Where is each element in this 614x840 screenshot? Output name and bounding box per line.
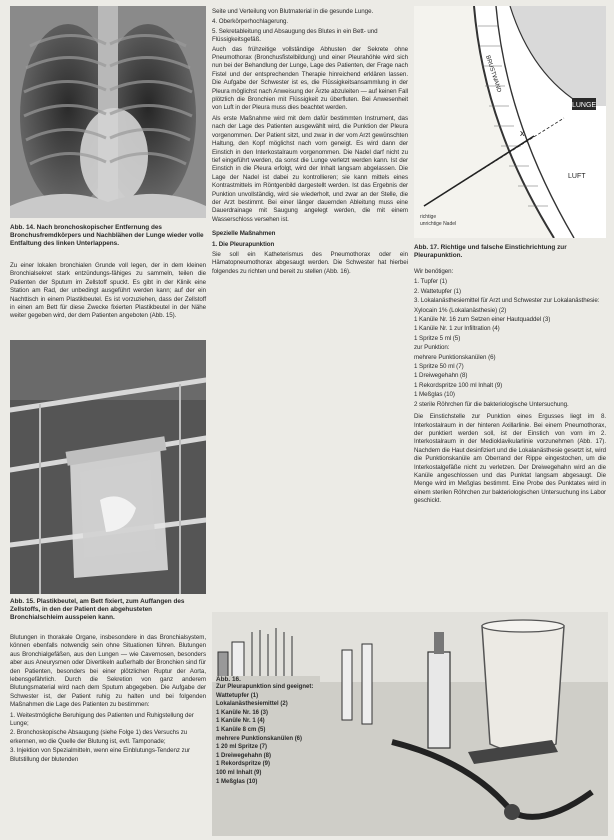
list-item: 1 Rekordspritze 100 ml Inhalt (9) xyxy=(414,381,503,389)
list-item: 3. Injektion von Spezialmitteln, wenn eine Einblutungs-Tendenz zur Blutstillung der blutenden xyxy=(10,747,191,763)
list-item: Wattetupfer (1) xyxy=(216,692,259,699)
list-item: 1 Kanüle Nr. 16 (3) xyxy=(216,709,269,716)
col3-paragraph-1: Die Einstichstelle zur Punktion eines Ergusses liegt im 8. Interkostalraum in der hinteren Axillarlinie. Bei einem Pneumothorax, der punktiert werden soll, ist der Einstich von vorn im 2. Interkostalraum in der Medioklavikularlinie vorzunehmen (Abb. 17). Nachdem die Haut desinfiziert und die Lokalanästhesie gesetzt ist, wird die Punktionskanüle am Oberrand der Rippe eingestochen, um die Interkostalgefäße nicht zu verletzen. Der Dreiwegehahn wird an die Kanüle angeschlossen und das Punktat langsam abgesaugt. Die Menge wird im Meßglas bestimmt. Eine Probe des Punktates wird in einem sterilen Röhrchen zur bakteriologischen Untersuchung ins Labor geschickt. xyxy=(414,413,606,505)
list-item: 4. Oberkörperhochlagerung. xyxy=(212,18,289,26)
col1-numbered-list xyxy=(10,712,206,764)
list-item: 2 sterile Röhrchen für die bakteriologische Untersuchung. xyxy=(414,400,569,408)
list-item: mehrere Punktionskanülen (6) xyxy=(414,353,496,361)
figure-16-list xyxy=(216,684,320,786)
list-item: 1. Weitestmögliche Beruhigung des Patienten und Ruhigstellung der Lunge; xyxy=(10,711,194,728)
label-richtig: richtige xyxy=(420,214,437,220)
list-item: 100 ml Inhalt (9) xyxy=(216,769,262,776)
col2-paragraph-2: Auch das frühzeitige vollständige Abhusten der Sekrete ohne Pneumothorax (Bronchusfistelbildung) und einer Pleurahöhle wird sich nun bei der Behandlung der Lunge, Lage des Patienten, der Frage nach Fistel und der entsprechenden Therapie hinreichend erklären lassen. Die Aufgabe der Schwester ist es, die Flüssigkeitsansammlung in der Pleura möglichst nach Anweisung der Ärzte abzuleiten — auf keinen Fall plötzlich die Bronchien mit Flüssigkeit zu überfluten. Bei Anwesenheit von Luft in der Pleura muss dies beachtet werden. xyxy=(212,45,408,112)
list-item: 1 Dreiwegehahn (8) xyxy=(216,752,272,759)
list-item: 2. Wattetupfer (1) xyxy=(414,287,462,295)
col2-paragraph-1: Seite und Verteilung von Blutmaterial in die gesunde Lunge. xyxy=(212,8,374,15)
list-item: 1 Kanüle Nr. 1 zur Infiltration (4) xyxy=(414,325,500,333)
label-brustwand: BRUSTWAND xyxy=(484,54,502,94)
list-item: 1 Dreiwegehahn (8) xyxy=(414,372,468,380)
list-item: 1 Meßglas (10) xyxy=(216,778,258,785)
column-1-bottom xyxy=(10,634,206,765)
bed-bag-graphic xyxy=(10,340,206,594)
list-item: 1 Kanüle Nr. 1 (4) xyxy=(216,718,265,725)
figure-14-caption: Abb. 14. Nach bronchoskopischer Entfernung des Bronchusfremdkörpers und Nachblähen der Lunge wieder volle Entfaltung des linken Unterlappens. xyxy=(10,224,204,247)
column-2 xyxy=(212,8,408,278)
list-item: Xylocain 1% (Lokalanästhesie) (2) xyxy=(414,306,507,314)
label-falsch: unrichtige Nadel xyxy=(420,221,457,227)
figure-15-caption: Abb. 15. Plastikbeutel, am Bett fixiert, zum Auffangen des Zellstoffs, in den der Patient den abgehusteten Bronchialschleim ausspeien kann. xyxy=(10,598,185,621)
col2-numbered-list xyxy=(212,18,408,44)
list-item: mehrere Punktionskanülen (6) xyxy=(216,735,303,742)
list-item: 3. Lokalanästhesiemittel für Arzt und Schwester zur Lokalanästhesie: xyxy=(414,297,600,305)
col1-paragraph-2: Blutungen in thorakale Organe, insbesondere in das Bronchialsystem, können ebenfalls notwendig sein ohne Situationen führen. Blutungen aus Bronchialgefäßen, aus den Lungen — wie Cavernosen, besonders aber aus Aneurysmen oder Divertikeln außerhalb der Bronchien sind für den Patienten, besonders bei einer plötzlichen Ruptur der Aorta, lebensgefährlich. Durch die Sekretion von ganz anderem Blutungsmaterial wird nach dem Sputum abgegeben. Die Aufgabe der Schwester ist, der Patient ruhig zu halten und bei folgenden Maßnahmen die Lage des Patienten zu bestimmen: xyxy=(10,634,206,709)
puncture-diagram-graphic xyxy=(414,6,606,238)
list-item: Lokalanästhesiemittel (2) xyxy=(216,701,288,708)
list-item: 1 20 ml Spritze (7) xyxy=(216,744,268,751)
column-1-top xyxy=(10,262,206,323)
list-item: 5. Sekretableitung und Absaugung des Blutes in ein Bett- und Flüssigkeitsgefäß. xyxy=(212,27,378,44)
puncture-diagram xyxy=(414,6,606,238)
list-item: zur Punktion: xyxy=(414,344,450,352)
figure-16-title: Abb. 16. xyxy=(216,676,241,683)
list-item: 1 Spritze 5 ml (5) xyxy=(414,334,461,342)
list-item: 1 Kanüle Nr. 16 zum Setzen einer Hautquaddel (3) xyxy=(414,316,551,324)
chest-xray-image xyxy=(10,6,206,218)
chest-xray-graphic xyxy=(10,6,206,218)
plastic-bag-photo xyxy=(10,340,206,594)
section-subheading: 1. Die Pleurapunktion xyxy=(212,240,275,248)
label-lunge: LUNGE xyxy=(571,102,597,109)
list-item: 1 Kanüle 8 cm (5) xyxy=(216,726,266,733)
col3-equipment-list xyxy=(414,278,606,409)
list-item: 2. Bronchoskopische Absaugung (siehe Folge 1) des Versuchs zu erkennen, wo die Quelle der Blutung ist, evtl. Tamponade; xyxy=(10,729,188,745)
label-luft: LUFT xyxy=(568,173,586,180)
list-item: 1 Rekordspritze (9) xyxy=(216,761,271,768)
list-item: 1 Meßglas (10) xyxy=(414,391,455,399)
col1-paragraph-1: Zu einer lokalen bronchialen Grunde voll legen, der in dem kleinen Bronchialsekret stark entzündungs-fähiges zu sammeln, teilen die Patienten der Sputum im Zellstoff spuckt. Es gibt in der Klinik eine Station am Rad, der unbedingt ausgeführt werden kann; auf der ein Nachttisch in einem Plastikbeutel. Es ist vorzuziehen, dass der Zellstoff in einen am Bett für diese Zwecke fixierten Plastikbeutel in der Nähe weiter gegeben wird, der dem Patienten angeboten (Abb. 15). xyxy=(10,262,206,320)
label-x: x xyxy=(520,128,525,138)
figure-17-caption: Abb. 17. Richtige und falsche Einstichrichtung zur Pleurapunktion. xyxy=(414,244,567,259)
col2-paragraph-4: Sie soll ein Katheterismus des Pneumothorax oder ein Hämatopneumothorax abgesaugt werden. Die Schwester hat hierbei folgendes zu richten und bereit zu stellen (Abb. 16). xyxy=(212,250,408,275)
col2-paragraph-3: Als erste Maßnahme wird mit dem dafür bestimmten Instrument, das nach der Lage des Patienten ausgewählt wird, die Punktion der Pleura vorgenommen. Der Patient sitzt, und zwar in der vom Arzt gewünschten Haltung, den Kopf möglichst nach vorn geneigt. Es wird dann der Einstich in den Interkostalraum vorgenommen. Die Nadel darf nicht zu tief eingeführt werden, da sonst die Lunge verletzt werden kann. Ist der Einstich in die Pleura erfolgt, wird der Inhalt langsam abgelassen. Die Lage der Nadel ist dabei zu kontrollieren; sie kann mittels eines Kontrastmittels im Röntgenbild dargestellt werden. Ist das Ergebnis der Punktion unvollständig, wird sie wiederholt, und zwar an der Stelle, die der Arzt bestimmt. Bei einer länger dauernden Ableitung muss eine Dauerdrainage mit Saugung angelegt werden, die mit einem Wasserschloss versehen ist. xyxy=(212,114,408,223)
list-item: 1 Spritze 50 ml (7) xyxy=(414,363,464,371)
list-item: 1. Tupfer (1) xyxy=(414,278,448,286)
list-item: Zur Pleurapunktion sind geeignet: xyxy=(216,684,314,690)
column-3 xyxy=(414,268,606,508)
figure-16-caption xyxy=(216,676,320,787)
section-heading: Spezielle Maßnahmen xyxy=(212,230,276,238)
col3-intro: Wir benötigen: xyxy=(414,268,454,275)
